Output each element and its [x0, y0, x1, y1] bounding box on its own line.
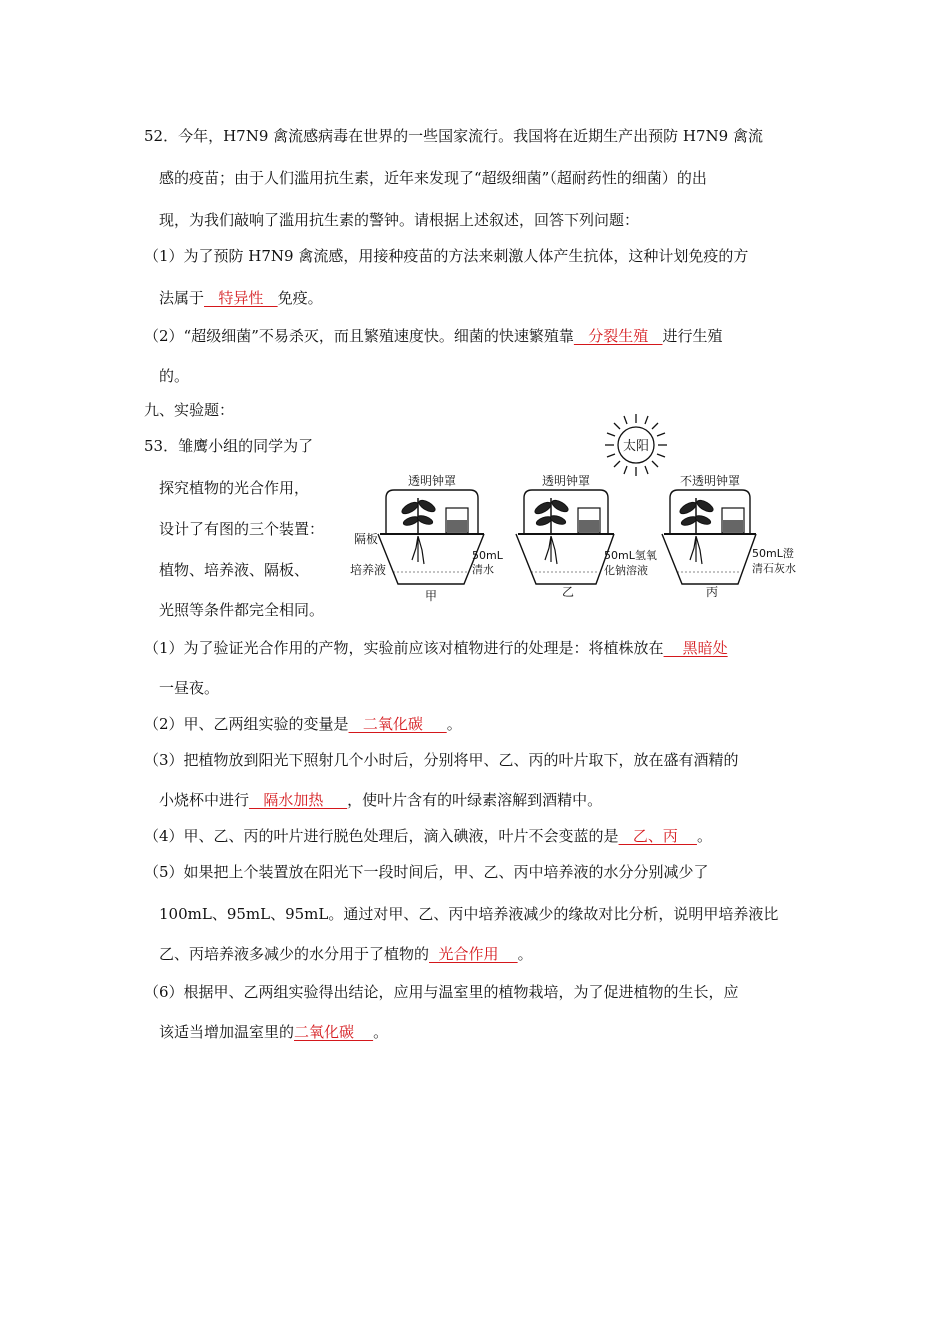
- q52-sub1-prefix: 法属于: [159, 289, 205, 307]
- q53-sub3-suffix: ，使叶片含有的叶绿素溶解到酒精中。: [347, 791, 603, 809]
- q52-sub2-prefix: （2）“超级细菌”不易杀灭，而且繁殖速度快。细菌的快速繁殖靠: [144, 327, 574, 345]
- q53-intro-line-5: 光照等条件都完全相同。: [159, 601, 325, 619]
- q53-sub6-line-2: [159, 1022, 388, 1042]
- solution-jia-2: 清水: [472, 563, 494, 576]
- label-bing: 丙: [705, 585, 719, 599]
- label-yi: 乙: [561, 585, 575, 599]
- q53-intro-line-4: 植物、培养液、隔板、: [159, 561, 310, 579]
- q53-sub5-line-3: [159, 944, 533, 964]
- sun-label: 太阳: [622, 439, 650, 454]
- cover-yi: 透明钟罩: [541, 474, 591, 488]
- q53-sub1-prefix: （1）为了验证光合作用的产物，实验前应该对植物进行的处理是：将植株放在: [144, 639, 664, 657]
- solution-yi-1: 50mL氢氧: [604, 549, 657, 562]
- q53-sub2-line: [144, 714, 462, 734]
- q53-sub2-prefix: （2）甲、乙两组实验的变量是: [144, 715, 349, 733]
- q52-sub1-line-1: （1）为了预防 H7N9 禽流感，用接种疫苗的方法来刺激人体产生抗体，这种计划免疫的方: [144, 247, 749, 265]
- q52-sub2-suffix: 进行生殖: [662, 327, 723, 345]
- beaker-icon: [722, 508, 744, 533]
- q53-sub3-line-2: [159, 790, 602, 810]
- q53-intro-line-3: 设计了有图的三个装置：: [159, 520, 325, 538]
- q53-sub2-suffix: 。: [446, 715, 462, 733]
- q52-sub2-line-1: [144, 326, 723, 346]
- label-jia: 甲: [424, 589, 438, 603]
- q52-line-2: 感的疫苗；由于人们滥用抗生素，近年来发现了“超级细菌”（超耐药性的细菌）的出: [159, 169, 707, 187]
- setup-bing: [662, 474, 796, 599]
- q53-sub5-suffix: 。: [517, 945, 533, 963]
- q52-line-1: 52．今年，H7N9 禽流感病毒在世界的一些国家流行。我国将在近期生产出预防 H7N9 禽流: [144, 127, 763, 145]
- solution-jia-1: 50mL: [472, 549, 503, 562]
- q53-sub4-line: [144, 826, 712, 846]
- q53-sub5-prefix: 乙、丙培养液多减少的水分用于了植物的: [159, 945, 430, 963]
- experiment-figure: [336, 412, 818, 610]
- q53-intro-line-2: 探究植物的光合作用，: [159, 479, 310, 497]
- setup-yi: [516, 474, 657, 599]
- q53-intro-line-1: 53．雏鹰小组的同学为了: [144, 437, 314, 455]
- section-heading: 九、实验题：: [144, 401, 235, 419]
- solution-bing-1: 50mL澄: [752, 547, 794, 560]
- plant-icon: [678, 498, 715, 564]
- q53-sub4-suffix: 。: [696, 827, 712, 845]
- q53-sub5-answer: 光合作用: [429, 945, 518, 963]
- solution-yi-2: 化钠溶液: [604, 564, 648, 577]
- q53-sub3-line-1: （3）把植物放到阳光下照射几个小时后，分别将甲、乙、丙的叶片取下，放在盛有酒精的: [144, 751, 739, 769]
- q53-sub3-prefix: 小烧杯中进行: [159, 791, 250, 809]
- plant-icon: [533, 498, 570, 564]
- q53-sub1-line-1: [144, 638, 728, 658]
- setup-jia: [350, 474, 504, 603]
- solution-bing-2: 清石灰水: [752, 562, 796, 575]
- q53-sub1-answer: 黑暗处: [663, 639, 728, 657]
- q53-sub1-line-2: 一昼夜。: [159, 679, 220, 697]
- plant-icon: [400, 498, 437, 564]
- q52-sub1-answer: 特异性: [204, 289, 278, 307]
- partition-label: 隔板: [354, 532, 379, 546]
- q53-sub4-answer: 乙、丙: [618, 827, 697, 845]
- cover-bing: 不透明钟罩: [679, 474, 741, 488]
- q53-sub5-line-1: （5）如果把上个装置放在阳光下一段时间后，甲、乙、丙中培养液的水分分别减少了: [144, 863, 709, 881]
- q52-sub1-suffix: 免疫。: [277, 289, 323, 307]
- q53-sub5-line-2: 100mL、95mL、95mL。通过对甲、乙、丙中培养液减少的缘故对比分析，说明甲培养液比: [159, 905, 779, 923]
- q53-sub4-prefix: （4）甲、乙、丙的叶片进行脱色处理后，滴入碘液，叶片不会变蓝的是: [144, 827, 619, 845]
- q53-sub6-line-1: （6）根据甲、乙两组实验得出结论，应用与温室里的植物栽培，为了促进植物的生长，应: [144, 983, 739, 1001]
- q53-sub2-answer: 二氧化碳: [348, 715, 447, 733]
- q53-sub6-suffix: 。: [373, 1023, 389, 1041]
- beaker-icon: [578, 508, 600, 533]
- q52-sub1-line-2: [159, 288, 323, 308]
- q52-sub2-line-2: 的。: [159, 367, 190, 385]
- cover-jia: 透明钟罩: [407, 474, 457, 488]
- q52-sub2-answer: 分裂生殖: [573, 327, 663, 345]
- q53-sub3-answer: 隔水加热: [249, 791, 348, 809]
- culture-label: 培养液: [350, 563, 387, 577]
- q53-sub6-answer: 二氧化碳: [294, 1023, 374, 1041]
- q52-line-3: 现，为我们敲响了滥用抗生素的警钟。请根据上述叙述，回答下列问题：: [159, 211, 640, 229]
- q53-sub6-prefix: 该适当增加温室里的: [159, 1023, 295, 1041]
- beaker-icon: [446, 508, 468, 533]
